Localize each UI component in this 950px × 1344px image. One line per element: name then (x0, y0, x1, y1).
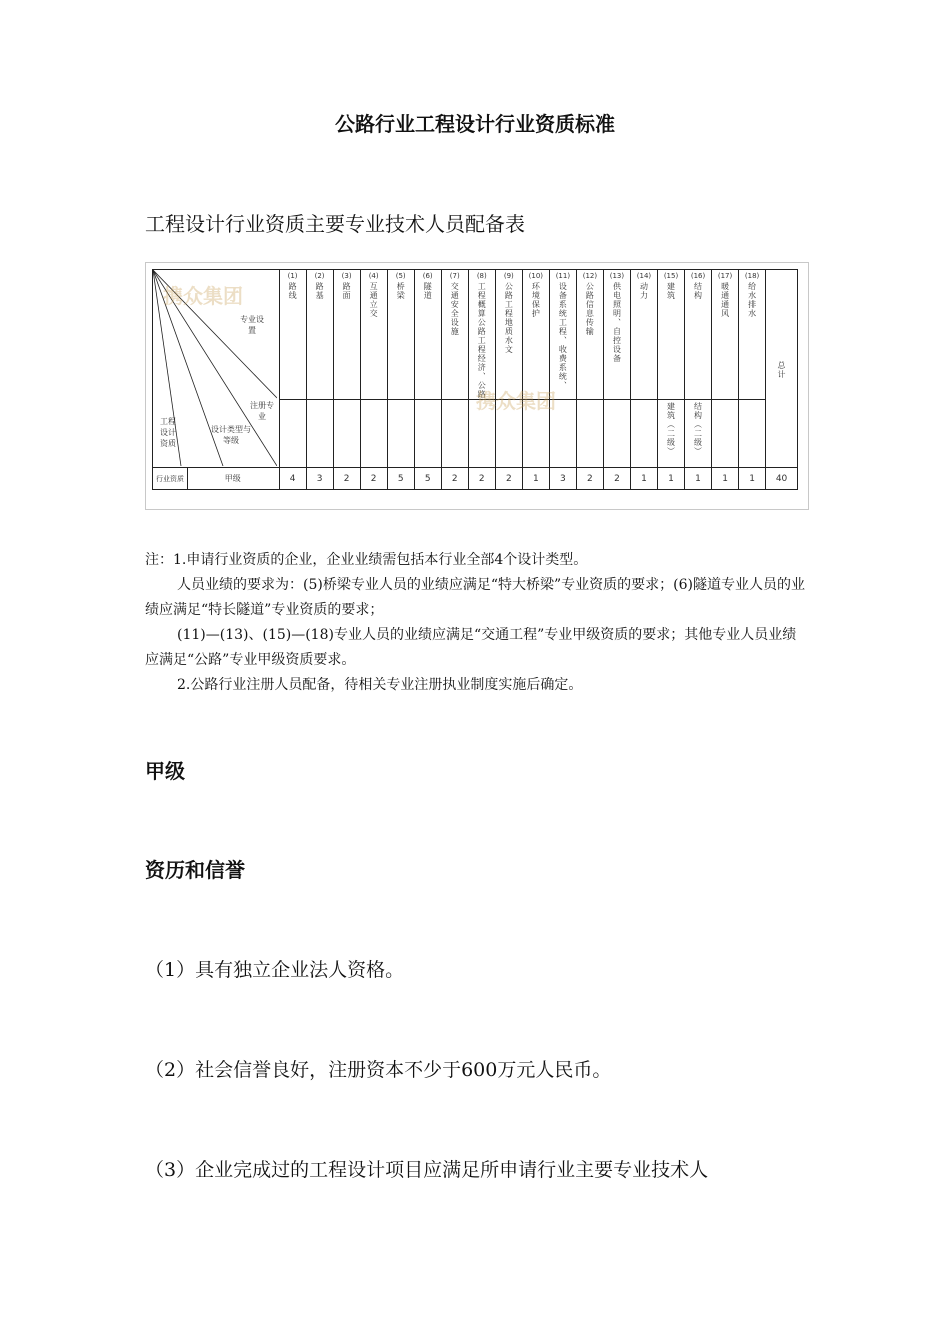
major-name: 环境保护 (531, 282, 541, 318)
major-header-cell (576, 270, 603, 400)
registered-cell (739, 400, 766, 468)
staff-count-cell: 2 (441, 468, 468, 490)
note-1: 注：1.申请行业资质的企业，企业业绩需包括本行业全部4个设计类型。 (145, 552, 588, 568)
major-header-cell (495, 270, 522, 400)
grade-label: 甲级 (224, 474, 241, 483)
major-header-cell (712, 270, 739, 400)
corner-registered-label: 注册专业 (250, 401, 274, 421)
major-header-cell (441, 270, 468, 400)
staff-count-cell: 1 (712, 468, 739, 490)
major-header-cell (360, 270, 387, 400)
registered-cell (333, 400, 360, 468)
registered-requirement: 建筑（二级） (666, 402, 676, 456)
major-header-cell (333, 270, 360, 400)
major-number: (13) (609, 272, 625, 280)
major-number: (16) (690, 272, 706, 280)
note-4: 2.公路行业注册人员配备，待相关专业注册执业制度实施后确定。 (177, 677, 583, 693)
major-number: (15) (663, 272, 679, 280)
major-number: (18) (744, 272, 760, 280)
registered-cell (685, 400, 712, 468)
major-number: (17) (717, 272, 733, 280)
staff-count-cell: 1 (522, 468, 549, 490)
registered-cell (603, 400, 630, 468)
major-name: 路基 (315, 282, 325, 300)
major-header-cell (414, 270, 441, 400)
staff-count-cell: 1 (630, 468, 657, 490)
major-name: 暖通通风 (720, 282, 730, 318)
watermark-center: 携众集团 (476, 389, 556, 413)
industry-label: 行业资质 (153, 468, 188, 489)
notes-block (145, 548, 810, 698)
major-number: (7) (449, 272, 460, 280)
staff-count-cell: 2 (576, 468, 603, 490)
watermark-logo: 携众集团 (163, 284, 243, 308)
staff-count-cell: 5 (414, 468, 441, 490)
major-number: (1) (287, 272, 298, 280)
major-name: 给水排水 (747, 282, 757, 318)
registered-cell (712, 400, 739, 468)
major-name: 互通立交 (369, 282, 379, 318)
major-number: (10) (528, 272, 544, 280)
major-number: (12) (582, 272, 598, 280)
staff-count-cell: 1 (739, 468, 766, 490)
total-header-cell (766, 270, 798, 468)
major-header-cell (522, 270, 549, 400)
total-label: 总计 (777, 360, 787, 379)
major-name: 路线 (288, 282, 298, 300)
major-header-cell (468, 270, 495, 400)
major-name: 公路工程地质水文 (504, 282, 514, 354)
item-3: （3）企业完成过的工程设计项目应满足所申请行业主要专业技术人 (145, 1159, 709, 1181)
major-name: 动力 (639, 282, 649, 300)
staffing-table-image (145, 262, 809, 510)
note-2: 人员业绩的要求为：(5)桥梁专业人员的业绩应满足“特大桥梁”专业资质的要求；(6)隧道专业人员的业绩应满足“特长隧道”专业资质的要求； (145, 577, 805, 618)
registered-cell (306, 400, 333, 468)
document-title: 公路行业工程设计行业资质标准 (335, 112, 615, 136)
major-number: (5) (395, 272, 406, 280)
major-number: (6) (422, 272, 433, 280)
corner-type-level-label: 设计类型与等级 (211, 425, 251, 445)
registered-cell (414, 400, 441, 468)
staffing-table (152, 269, 798, 490)
major-header-cell (630, 270, 657, 400)
major-name: 供电照明、自控设备 (612, 282, 622, 363)
item-2: （2）社会信誉良好，注册资本不少于600万元人民币。 (145, 1059, 612, 1081)
major-header-cell (387, 270, 414, 400)
major-number: (14) (636, 272, 652, 280)
major-name: 隧道 (423, 282, 433, 300)
registered-requirement: 结构（二级） (693, 402, 703, 456)
grade-row-header (153, 468, 280, 490)
registered-cell (630, 400, 657, 468)
major-number: (11) (555, 272, 571, 280)
registered-cell (576, 400, 603, 468)
major-header-cell (685, 270, 712, 400)
heading-grade: 甲级 (145, 759, 185, 783)
major-name: 公路信息传输 (585, 282, 595, 336)
major-header-cell (603, 270, 630, 400)
staff-count-cell: 5 (387, 468, 414, 490)
major-header-cell (549, 270, 576, 400)
major-header-cell (739, 270, 766, 400)
registered-cell (657, 400, 684, 468)
major-name: 结构 (693, 282, 703, 300)
major-header-cell (306, 270, 333, 400)
staff-count-cell: 3 (549, 468, 576, 490)
major-name: 交通安全设施 (450, 282, 460, 336)
staff-count-cell: 4 (279, 468, 306, 490)
corner-qualification-label: 工程设计资质 (160, 417, 176, 448)
registered-cell (387, 400, 414, 468)
table-caption: 工程设计行业资质主要专业技术人员配备表 (145, 212, 525, 236)
registered-cell (360, 400, 387, 468)
major-header-cell (657, 270, 684, 400)
major-name: 建筑 (666, 282, 676, 300)
note-3: (11)—(13)、(15)—(18)专业人员的业绩应满足“交通工程”专业甲级资质的要求；其他专业人员业绩应满足“公路”专业甲级资质要求。 (145, 627, 797, 668)
major-name: 路面 (342, 282, 352, 300)
major-number: (3) (341, 272, 352, 280)
table-corner-cell (153, 270, 280, 468)
staff-count-cell: 3 (306, 468, 333, 490)
staff-count-cell: 2 (468, 468, 495, 490)
major-number: (2) (314, 272, 325, 280)
heading-credit: 资历和信誉 (145, 858, 245, 882)
major-name: 设备系统工程、收费系统、 (558, 282, 568, 390)
staff-count-cell: 1 (685, 468, 712, 490)
major-name: 桥梁 (396, 282, 406, 300)
staff-count-cell: 2 (495, 468, 522, 490)
staff-count-cell: 2 (360, 468, 387, 490)
major-number: (9) (503, 272, 514, 280)
staff-count-cell: 2 (333, 468, 360, 490)
corner-major-label: 专业设置 (240, 315, 264, 335)
registered-cell (441, 400, 468, 468)
major-name: 工程概算公路工程经济、公路 (477, 282, 487, 399)
major-number: (4) (368, 272, 379, 280)
item-1: （1）具有独立企业法人资格。 (145, 959, 405, 981)
major-header-cell (279, 270, 306, 400)
registered-cell (279, 400, 306, 468)
staff-count-cell: 2 (603, 468, 630, 490)
major-number: (8) (476, 272, 487, 280)
staff-count-cell: 1 (657, 468, 684, 490)
total-value-cell: 40 (766, 468, 798, 490)
